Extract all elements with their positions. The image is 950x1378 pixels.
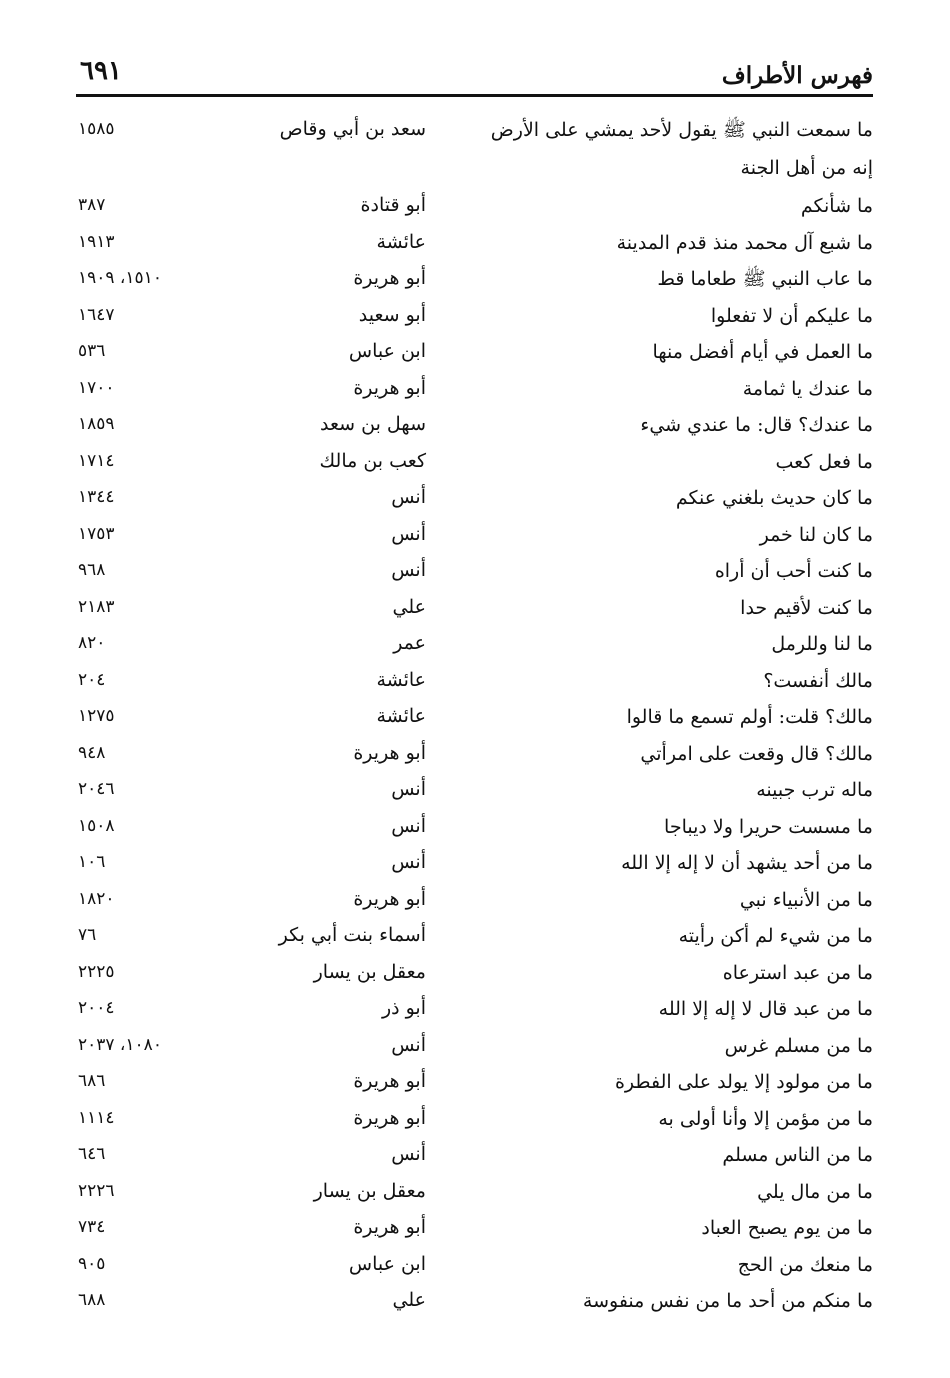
narrator-name: أبو هريرة <box>353 1106 426 1129</box>
hadith-number: ١٨٢٠ <box>78 888 115 909</box>
index-entry <box>76 735 873 772</box>
narrator-name: علي <box>392 595 426 618</box>
index-entry <box>76 516 873 553</box>
index-entry <box>76 297 873 334</box>
hadith-number: ٢٠٤٦ <box>78 779 115 799</box>
index-entry <box>76 224 873 261</box>
narrator-name: عائشة <box>376 668 426 691</box>
index-entry <box>76 1282 873 1319</box>
hadith-number: ١٨٥٩ <box>78 414 115 434</box>
hadith-text: ما شأنكم <box>800 195 873 217</box>
hadith-text: ما من يوم يصبح العباد <box>701 1217 873 1239</box>
index-entry <box>76 552 873 589</box>
hadith-text: ما شبع آل محمد منذ قدم المدينة <box>616 231 873 254</box>
index-entry <box>76 1209 873 1246</box>
narrator-name: أبو ذر <box>381 997 426 1019</box>
hadith-number: ٩٤٨ <box>78 742 106 763</box>
page-title: فهرس الأطراف <box>721 62 873 89</box>
narrator-name: ابن عباس <box>348 340 426 362</box>
hadith-text: ما فعل كعب <box>775 450 873 473</box>
narrator-name: معقل بن يسار <box>313 1179 426 1202</box>
hadith-text: ما كنت لأقيم حدا <box>740 596 873 619</box>
narrator-name: أنس <box>391 814 426 837</box>
page-header <box>76 56 873 94</box>
narrator-name: علي <box>392 1289 426 1311</box>
narrator-name: أنس <box>391 486 426 508</box>
hadith-text: ما من أحد يشهد أن لا إله إلا الله <box>621 852 873 874</box>
narrator-name: أسماء بنت أبي بكر <box>278 924 426 946</box>
hadith-text: ما من مولود إلا يولد على الفطرة <box>614 1071 873 1093</box>
index-entry <box>76 187 873 224</box>
hadith-number: ١٩١٣ <box>78 231 115 252</box>
narrator-name: عائشة <box>376 230 426 253</box>
hadith-text: ما من الناس مسلم <box>722 1144 873 1166</box>
hadith-number: ١٢٧٥ <box>78 706 115 726</box>
hadith-index-list <box>76 111 873 1319</box>
hadith-text: ما من مسلم غرس <box>724 1034 873 1057</box>
hadith-number: ٣٨٧ <box>78 195 106 215</box>
index-entry <box>76 990 873 1027</box>
hadith-text: ما عاب النبي ﷺ طعاما قط <box>657 268 873 290</box>
narrator-name: أبو هريرة <box>353 1070 426 1092</box>
hadith-number: ٦٨٦ <box>78 1071 106 1091</box>
hadith-text: ما سمعت النبي ﷺ يقول لأحد يمشي على الأرض إنه من أهل الجنة <box>490 119 873 179</box>
hadith-number: ٢٠٤ <box>78 669 106 690</box>
hadith-text: ما من عبد قال لا إله إلا الله <box>658 998 873 1020</box>
hadith-number: ١٧٠٠ <box>78 377 115 398</box>
narrator-name: أنس <box>391 1143 426 1165</box>
narrator-name: سهل بن سعد <box>320 413 426 435</box>
page-number: ٦٩١ <box>80 56 122 86</box>
hadith-number: ٩٦٨ <box>78 560 106 580</box>
hadith-text: ما من الأنبياء نبي <box>739 888 873 911</box>
hadith-text: ما كان حديث بلغني عنكم <box>675 487 873 509</box>
index-entry <box>76 625 873 662</box>
hadith-text: مالك أنفست؟ <box>763 669 873 692</box>
hadith-number: ١١١٤ <box>78 1107 115 1128</box>
narrator-name: أبو هريرة <box>353 1216 426 1238</box>
hadith-text: ما من شيء لم أكن رأيته <box>678 925 873 947</box>
hadith-number: ١٣٤٤ <box>78 487 115 507</box>
index-entry <box>76 370 873 407</box>
index-entry <box>76 1173 873 1210</box>
hadith-number: ١٥٠٨ <box>78 815 115 836</box>
index-entry <box>76 844 873 881</box>
index-entry <box>76 917 873 954</box>
hadith-text: مالك؟ قلت: أولم تسمع ما قالوا <box>626 706 873 728</box>
narrator-name: أنس <box>391 851 426 873</box>
hadith-number: ٢٠٠٤ <box>78 998 115 1018</box>
hadith-number: ١٠٦ <box>78 852 106 872</box>
hadith-number: ٥٣٦ <box>78 341 106 361</box>
hadith-text: ما منكم من أحد ما من نفس منفوسة <box>582 1290 873 1312</box>
hadith-number: ٦٤٦ <box>78 1144 106 1164</box>
index-entry <box>76 698 873 735</box>
index-entry <box>76 479 873 516</box>
hadith-number: ٢٢٢٥ <box>78 961 115 982</box>
index-entry <box>76 589 873 626</box>
narrator-name: أبو سعيد <box>358 303 426 326</box>
hadith-number: ٩٠٥ <box>78 1253 106 1274</box>
index-entry <box>76 1136 873 1173</box>
index-entry <box>76 111 873 187</box>
hadith-number: ٢٢٢٦ <box>78 1180 115 1201</box>
narrator-name: كعب بن مالك <box>319 449 426 472</box>
hadith-text: ما من عبد استرعاه <box>722 961 873 984</box>
index-entry <box>76 881 873 918</box>
hadith-number: ٦٨٨ <box>78 1290 106 1310</box>
hadith-text: ماله ترب جبينه <box>756 779 873 801</box>
hadith-number: ١٧١٤ <box>78 450 115 471</box>
hadith-text: ما منعك من الحج <box>737 1253 873 1276</box>
narrator-name: أبو هريرة <box>353 376 426 399</box>
header-divider <box>76 94 873 97</box>
hadith-number: ٢١٨٣ <box>78 596 115 617</box>
narrator-name: معقل بن يسار <box>313 960 426 983</box>
narrator-name: أنس <box>391 1033 426 1056</box>
hadith-text: ما لنا وللرمل <box>771 633 873 655</box>
hadith-text: ما عندك؟ قال: ما عندي شيء <box>640 414 873 436</box>
narrator-name: ابن عباس <box>348 1252 426 1275</box>
hadith-number: ١٥١٠، ١٩٠٩ <box>78 268 162 288</box>
hadith-text: ما كان لنا خمر <box>759 523 873 546</box>
hadith-number: ١٧٥٣ <box>78 523 115 544</box>
index-entry <box>76 443 873 480</box>
index-entry <box>76 954 873 991</box>
narrator-name: سعد بن أبي وقاص <box>279 118 426 140</box>
narrator-name: أنس <box>391 522 426 545</box>
hadith-number: ٨٢٠ <box>78 633 106 653</box>
index-entry <box>76 1063 873 1100</box>
hadith-number: ١٥٨٥ <box>78 119 115 139</box>
narrator-name: أبو هريرة <box>353 741 426 764</box>
narrator-name: أبو هريرة <box>353 887 426 910</box>
narrator-name: أبو قتادة <box>360 194 426 216</box>
narrator-name: أنس <box>391 778 426 800</box>
hadith-text: ما مسست حريرا ولا ديباجا <box>664 815 873 838</box>
index-entry <box>76 406 873 443</box>
hadith-text: ما عليكم أن لا تفعلوا <box>710 304 873 327</box>
index-entry <box>76 808 873 845</box>
narrator-name: عائشة <box>376 705 426 727</box>
hadith-number: ١٠٨٠، ٢٠٣٧ <box>78 1034 162 1055</box>
hadith-number: ١٦٤٧ <box>78 304 115 325</box>
index-entry <box>76 771 873 808</box>
narrator-name: عمر <box>393 632 426 654</box>
hadith-text: ما من مال يلي <box>757 1180 873 1203</box>
hadith-number: ٧٣٤ <box>78 1217 106 1237</box>
index-entry <box>76 1027 873 1064</box>
hadith-text: مالك؟ قال وقعت على امرأتي <box>640 742 873 765</box>
hadith-text: ما كنت أحب أن أراه <box>714 560 873 582</box>
index-entry <box>76 260 873 297</box>
index-entry <box>76 1100 873 1137</box>
hadith-text: ما من مؤمن إلا وأنا أولى به <box>658 1107 873 1130</box>
narrator-name: أنس <box>391 559 426 581</box>
narrator-name: أبو هريرة <box>353 267 426 289</box>
index-entry <box>76 662 873 699</box>
hadith-number: ٧٦ <box>78 925 97 945</box>
index-entry <box>76 333 873 370</box>
hadith-text: ما عندك يا ثمامة <box>742 377 873 400</box>
index-entry <box>76 1246 873 1283</box>
hadith-text: ما العمل في أيام أفضل منها <box>652 341 873 363</box>
